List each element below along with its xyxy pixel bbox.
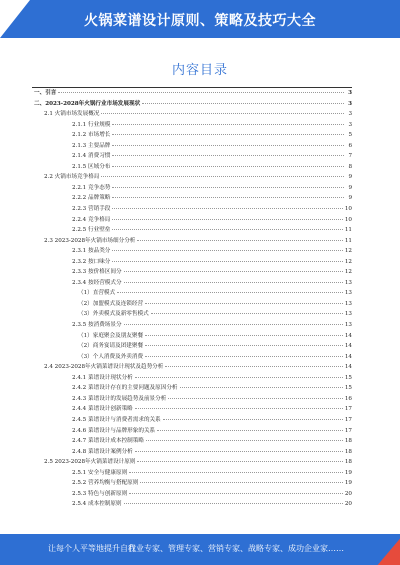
toc-leader-dots	[124, 323, 343, 325]
toc-entry[interactable]	[32, 352, 352, 363]
header-banner	[0, 0, 400, 38]
toc-entry-page: 20	[344, 501, 352, 508]
toc-entry-title: 2.4.2 菜谱设计存在的主要问题及原因分析	[72, 385, 178, 392]
toc-entry-page: 14	[344, 343, 352, 350]
toc-entry-page: 14	[344, 353, 352, 360]
toc-entry-title: 2.1.5 区域分布	[72, 163, 111, 170]
toc-entry[interactable]	[32, 478, 352, 489]
toc-entry-title: 2.4.1 菜谱设计现状分析	[72, 374, 133, 381]
toc-leader-dots	[112, 196, 344, 198]
toc-leader-dots	[142, 102, 344, 104]
toc-leader-dots	[124, 270, 343, 272]
toc-entry-title: 2.3 2023-2028年火锅市场细分分析	[44, 237, 136, 244]
toc-leader-dots	[163, 418, 343, 420]
toc-entry[interactable]	[32, 447, 352, 458]
toc-leader-dots	[157, 429, 343, 431]
toc-entry-title: 二、2023-2028年火锅行业市场发展现状	[34, 100, 141, 107]
toc-entry-page: 9	[348, 174, 352, 181]
toc-entry[interactable]	[32, 236, 352, 247]
toc-leader-dots	[168, 397, 343, 399]
toc-entry[interactable]	[32, 141, 352, 152]
toc-entry-page: 11	[344, 227, 352, 234]
toc-leader-dots	[129, 492, 343, 494]
toc-leader-dots	[135, 450, 343, 452]
toc-entry-page: 13	[344, 300, 352, 307]
toc-entry[interactable]	[32, 183, 352, 194]
toc-entry-title: 2.5 2023-2028年火锅菜谱设计原则	[44, 459, 136, 466]
toc-entry[interactable]	[32, 320, 352, 331]
toc-entry-title: 2.2.5 行业壁垒	[72, 227, 111, 234]
toc-entry-title: （2）商务宴请及团建聚餐	[78, 343, 144, 350]
toc-entry-page: 9	[348, 195, 352, 202]
toc-entry-page: 6	[348, 142, 352, 149]
toc-leader-dots	[112, 207, 342, 209]
toc-entry-page: 18	[344, 459, 352, 466]
toc-entry[interactable]	[32, 257, 352, 268]
toc-entry-page: 7	[348, 153, 352, 160]
toc-entry-page: 13	[344, 290, 352, 297]
toc-entry-title: （2）加盟模式及连锁经营	[78, 300, 144, 307]
toc-entry-page: 11	[344, 237, 352, 244]
toc-leader-dots	[145, 302, 343, 304]
toc-entry-title: 2.4.7 菜谱设计成本控制策略	[72, 438, 144, 445]
toc-entry[interactable]	[32, 204, 352, 215]
toc-entry-page: 18	[344, 438, 352, 445]
toc-leader-dots	[58, 91, 344, 93]
toc-entry-page: 17	[344, 427, 352, 434]
footer-banner	[0, 534, 400, 565]
toc-entry-page: 13	[344, 322, 352, 329]
toc-entry-page: 19	[344, 469, 352, 476]
toc-entry-title: 2.4.8 菜谱设计案例分析	[72, 448, 133, 455]
toc-entry-page: 10	[344, 216, 352, 223]
toc-entry[interactable]	[32, 362, 352, 373]
toc-entry-title: 2.4 2023-2028年火锅菜谱设计现状及趋势分析	[44, 364, 164, 371]
toc-entry-title: 2.3.2 按口味分	[72, 258, 111, 265]
toc-entry-page: 16	[344, 395, 352, 402]
toc-entry[interactable]	[32, 151, 352, 162]
toc-entry-page: 17	[344, 406, 352, 413]
toc-entry-title: 2.5.3 特色与创新原则	[72, 490, 128, 497]
toc-entry-page: 3	[348, 121, 352, 128]
toc-entry-title: 2.4.3 菜谱设计的发展趋势及前景分析	[72, 395, 167, 402]
toc-entry-title: 2.4.4 菜谱设计创新策略	[72, 406, 133, 413]
toc-entry-page: 9	[348, 184, 352, 191]
toc-leader-dots	[112, 218, 342, 220]
toc-entry[interactable]	[32, 88, 352, 99]
toc-entry[interactable]	[32, 499, 352, 510]
toc-leader-dots	[112, 144, 344, 146]
toc-entry[interactable]	[32, 225, 352, 236]
toc-leader-dots	[137, 460, 342, 462]
toc-leader-dots	[112, 154, 344, 156]
toc-leader-dots	[180, 386, 343, 388]
toc-entry[interactable]	[32, 299, 352, 310]
toc-entry[interactable]	[32, 120, 352, 131]
toc-leader-dots	[145, 334, 343, 336]
toc-entry-page: 15	[344, 385, 352, 392]
toc-entry[interactable]	[32, 373, 352, 384]
toc-entry-page: 3	[348, 111, 352, 118]
toc-leader-dots	[135, 407, 343, 409]
toc-entry[interactable]	[32, 288, 352, 299]
toc-entry-page: 14	[344, 364, 352, 371]
toc-entry[interactable]	[32, 99, 352, 110]
toc-entry-title: 2.2.4 竞争格局	[72, 216, 111, 223]
toc-entry[interactable]	[32, 489, 352, 500]
toc-leader-dots	[129, 471, 343, 473]
toc-entry-title: 2.5.1 安全与健康原则	[72, 469, 128, 476]
toc-entry-page: 13	[344, 311, 352, 318]
toc-entry-title: （1）家庭聚会及朋友聚餐	[78, 332, 144, 339]
toc-entry[interactable]	[32, 394, 352, 405]
toc-entry[interactable]	[32, 436, 352, 447]
toc-entry-title: （3）个人消费及外卖消费	[78, 353, 144, 360]
footer-decoration	[372, 534, 400, 565]
toc-entry-title: 一、引言	[34, 90, 57, 96]
toc-entry-page: 3	[348, 90, 352, 96]
toc-entry[interactable]	[32, 193, 352, 204]
toc-leader-dots	[124, 502, 343, 504]
toc-leader-dots	[124, 281, 343, 283]
page-title: 内容目录	[171, 63, 228, 78]
toc-entry-page: 12	[344, 248, 352, 255]
toc-entry-title: 2.1.4 消费习惯	[72, 153, 111, 160]
toc-entry-title: 2.3.4 按经营模式分	[72, 279, 122, 286]
toc-entry[interactable]	[32, 309, 352, 320]
footer-experts: 行业专家、管理专家、营销专家、战略专家、成功企业家……	[128, 544, 344, 553]
toc-entry[interactable]	[32, 162, 352, 173]
toc-entry-title: 2.2 火锅市场竞争格局	[44, 174, 100, 181]
toc-leader-dots	[146, 439, 343, 441]
toc-entry-title: 2.2.3 营销手段	[72, 206, 111, 213]
toc-entry-title: 2.1.3 主要品牌	[72, 142, 111, 149]
toc-entry-page: 12	[344, 269, 352, 276]
toc-leader-dots	[151, 312, 343, 314]
toc-entry-page: 13	[344, 279, 352, 286]
toc-entry[interactable]	[32, 246, 352, 257]
toc-entry-title: 2.1.1 行业规模	[72, 121, 111, 128]
toc-leader-dots	[117, 291, 343, 293]
toc-entry-title: （3）外卖模式及新零售模式	[78, 311, 149, 318]
toc-entry-title: 2.1 火锅市场发展概况	[44, 111, 100, 118]
toc-leader-dots	[137, 239, 342, 241]
table-of-contents	[32, 87, 352, 510]
toc-entry-page: 17	[344, 416, 352, 423]
toc-entry[interactable]	[32, 331, 352, 342]
toc-entry-page: 14	[344, 332, 352, 339]
toc-entry[interactable]	[32, 468, 352, 479]
toc-leader-dots	[112, 186, 344, 188]
toc-entry[interactable]	[32, 415, 352, 426]
toc-leader-dots	[135, 376, 343, 378]
header-title: 火锅菜谱设计原则、策略及技巧大全	[84, 13, 316, 29]
toc-entry-title: 2.2.2 品牌策略	[72, 195, 111, 202]
toc-entry[interactable]	[32, 404, 352, 415]
toc-entry-page: 10	[344, 206, 352, 213]
toc-leader-dots	[112, 249, 342, 251]
toc-leader-dots	[140, 481, 343, 483]
toc-leader-dots	[112, 133, 344, 135]
toc-entry-title: 2.3.1 按品类分	[72, 248, 111, 255]
footer-slogan: 让每个人平等地提升自我	[48, 544, 136, 553]
toc-leader-dots	[101, 112, 344, 114]
toc-entry-title: 2.4.6 菜谱设计与品牌形象的关系	[72, 427, 156, 434]
toc-entry-title: 2.3.5 按消费场景分	[72, 322, 122, 329]
toc-leader-dots	[112, 228, 342, 230]
toc-entry-page: 3	[348, 100, 352, 107]
toc-entry[interactable]	[32, 383, 352, 394]
toc-entry-page: 12	[344, 258, 352, 265]
toc-leader-dots	[112, 123, 344, 125]
toc-entry-title: 2.5.2 营养均衡与搭配原则	[72, 480, 139, 487]
toc-entry-title: 2.1.2 市场增长	[72, 132, 111, 139]
toc-leader-dots	[112, 165, 344, 167]
toc-entry-title: （1）直营模式	[78, 290, 116, 297]
toc-entry-title: 2.4.5 菜谱设计与消费者需求的关系	[72, 416, 161, 423]
toc-leader-dots	[112, 260, 342, 262]
toc-entry-title: 2.3.3 按价格区间分	[72, 269, 122, 276]
toc-entry[interactable]	[32, 426, 352, 437]
toc-entry[interactable]	[32, 130, 352, 141]
toc-leader-dots	[101, 175, 344, 177]
toc-entry-page: 18	[344, 448, 352, 455]
toc-leader-dots	[145, 355, 343, 357]
toc-entry-page: 5	[348, 132, 352, 139]
toc-entry-title: 2.5.4 成本控制原则	[72, 501, 122, 508]
toc-entry[interactable]	[32, 215, 352, 226]
toc-entry[interactable]	[32, 267, 352, 278]
toc-entry[interactable]	[32, 172, 352, 183]
toc-entry-page: 19	[344, 480, 352, 487]
toc-leader-dots	[145, 344, 343, 346]
toc-entry[interactable]	[32, 109, 352, 120]
toc-leader-dots	[165, 365, 343, 367]
toc-entry[interactable]	[32, 341, 352, 352]
toc-entry-page: 15	[344, 374, 352, 381]
toc-entry[interactable]	[32, 457, 352, 468]
toc-entry-title: 2.2.1 竞争态势	[72, 184, 111, 191]
toc-entry[interactable]	[32, 278, 352, 289]
toc-entry-page: 8	[348, 163, 352, 170]
toc-entry-page: 20	[344, 490, 352, 497]
